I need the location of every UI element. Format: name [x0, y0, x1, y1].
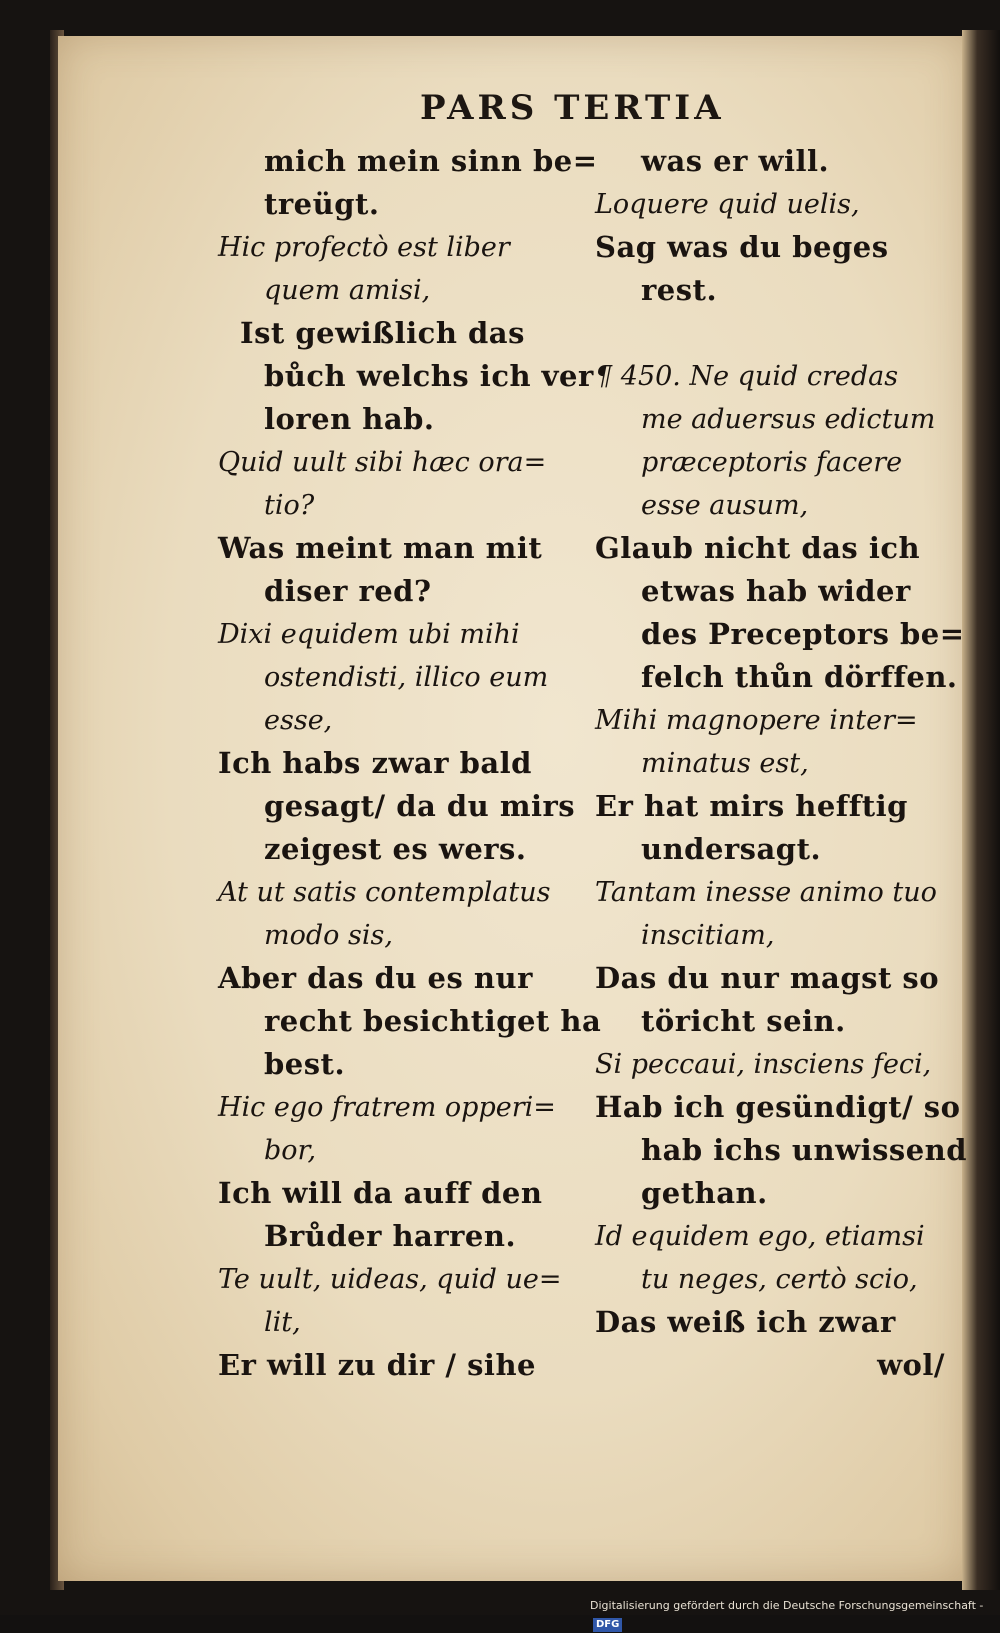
text-line: esse ausum, [641, 490, 809, 521]
text-line: hab ichs unwissend [641, 1133, 968, 1167]
text-line: rest. [641, 273, 718, 307]
text-line: bor, [264, 1135, 317, 1166]
text-line: Ich habs zwar bald [218, 746, 532, 780]
text-line [595, 312, 945, 355]
running-head: PARS TERTIA [420, 88, 725, 128]
text-line: treügt. [264, 187, 380, 221]
text-line: best. [264, 1047, 346, 1081]
text-line: gesagt/ da du mirs [264, 789, 576, 823]
text-line: Loquere quid uelis, [595, 189, 860, 220]
text-line: Er will zu dir / sihe [218, 1348, 536, 1382]
text-line: felch thůn dörffen. [641, 660, 958, 694]
text-line: was er will. [641, 144, 830, 178]
text-line: At ut satis contemplatus [218, 877, 551, 908]
text-line: esse, [264, 705, 333, 736]
text-line: ¶ 450. Ne quid credas [595, 361, 899, 392]
footer-credit: Digitalisierung gefördert durch die Deutsche Forschungsgemeinschaft - [590, 1599, 984, 1612]
text-line: Das weiß ich zwar [595, 1305, 896, 1339]
text-line: præceptoris facere [641, 447, 903, 478]
text-line: lit, [264, 1307, 301, 1338]
text-line: loren hab. [264, 402, 435, 436]
text-line: Aber das du es nur [218, 961, 533, 995]
left-text-column [218, 140, 602, 1387]
text-line: gethan. [641, 1176, 768, 1210]
text-line: Er hat mirs hefftig [595, 789, 908, 823]
text-line: diser red? [264, 574, 432, 608]
text-line: Si peccaui, insciens feci, [595, 1049, 932, 1080]
text-line: Sag was du beges [595, 230, 889, 264]
book-fore-edge [962, 30, 1000, 1590]
text-line: zeigest es wers. [264, 832, 527, 866]
text-line: Mihi magnopere inter= [595, 705, 918, 736]
text-line: töricht sein. [641, 1004, 846, 1038]
dfg-logo-badge: DFG [593, 1618, 622, 1632]
text-line: Hic ego fratrem opperi= [218, 1092, 556, 1123]
right-text-column [595, 140, 968, 1387]
text-line: modo sis, [264, 920, 393, 951]
text-line: Ist gewißlich das [240, 316, 525, 350]
text-line: bůch welchs ich ver [264, 359, 594, 393]
text-line: etwas hab wider [641, 574, 911, 608]
text-line: tio? [264, 490, 315, 521]
text-line: me aduersus edictum [641, 404, 936, 435]
text-line: Te uult, uideas, quid ue= [218, 1264, 562, 1295]
text-line: ostendisti, illico eum [264, 662, 549, 693]
text-line: Was meint man mit [218, 531, 543, 565]
text-line: tu neges, certò scio, [641, 1264, 918, 1295]
text-line: Das du nur magst so [595, 961, 940, 995]
text-line: des Preceptors be= [641, 617, 965, 651]
text-line: Glaub nicht das ich [595, 531, 921, 565]
text-line: Ich will da auff den [218, 1176, 543, 1210]
text-line: Dixi equidem ubi mihi [218, 619, 520, 650]
text-line: Hab ich gesündigt/ so [595, 1090, 961, 1124]
text-line: wol/ [877, 1348, 945, 1382]
text-line: Id equidem ego, etiamsi [595, 1221, 925, 1252]
digitization-footer [590, 1597, 1000, 1630]
text-line: Quid uult sibi hæc ora= [218, 447, 547, 478]
text-line: recht besichtiget ha [264, 1004, 602, 1038]
text-line: Brůder harren. [264, 1219, 517, 1253]
text-line: minatus est, [641, 748, 809, 779]
text-line: Hic profectò est liber [218, 232, 510, 263]
text-line: inscitiam, [641, 920, 775, 951]
text-line: quem amisi, [264, 275, 431, 306]
text-line: mich mein sinn be= [264, 144, 598, 178]
text-line: Tantam inesse animo tuo [595, 877, 937, 908]
text-line: undersagt. [641, 832, 822, 866]
